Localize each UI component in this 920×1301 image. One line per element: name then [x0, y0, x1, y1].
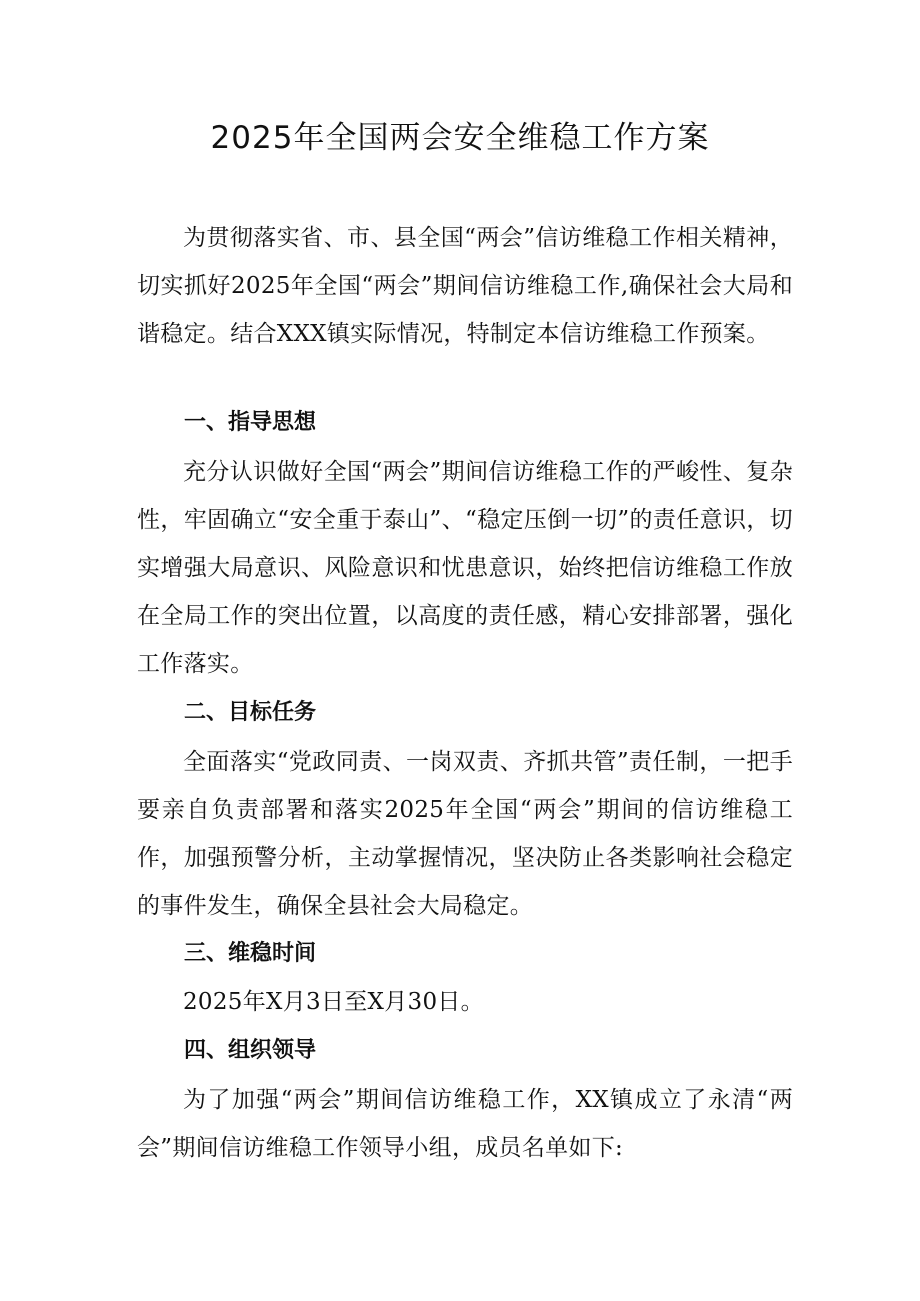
- section-body-organization: 为了加强“两会”期间信访维稳工作，XX镇成立了永清“两会”期间信访维稳工作领导小组，成员名单如下:: [137, 1087, 793, 1161]
- section-body-stability-period: 2025年X月3日至X月30日。: [183, 989, 484, 1015]
- section-heading-stability-period: 三、维稳时间: [184, 941, 317, 966]
- section-body-guiding-ideology: 充分认识做好全国“两会”期间信访维稳工作的严峻性、复杂性，牢固确立“安全重于泰山”、“稳定压倒一切”的责任意识，切实增强大局意识、风险意识和忧患意识，始终把信访维稳工作放在全局工作的突出位置，以高度的责任感，精心安排部署，强化工作落实。: [137, 459, 793, 677]
- section-heading-organization: 四、组织领导: [184, 1038, 317, 1063]
- section-heading-target-tasks: 二、目标任务: [184, 700, 317, 725]
- intro-paragraph: 为贯彻落实省、市、县全国“两会”信访维稳工作相关精神，切实抓好2025年全国“两会”期间信访维稳工作,确保社会大局和谐稳定。结合XXX镇实际情况，特制定本信访维稳工作预案。: [137, 225, 793, 347]
- section-body-target-tasks: 全面落实“党政同责、一岗双责、齐抓共管”责任制，一把手要亲自负责部署和落实2025年全国“两会”期间的信访维稳工作，加强预警分析，主动掌握情况，坚决防止各类影响社会稳定的事件发生，确保全县社会大局稳定。: [137, 749, 793, 919]
- document-title: 2025年全国两会安全维稳工作方案: [210, 120, 710, 156]
- section-heading-guiding-ideology: 一、指导思想: [184, 410, 317, 435]
